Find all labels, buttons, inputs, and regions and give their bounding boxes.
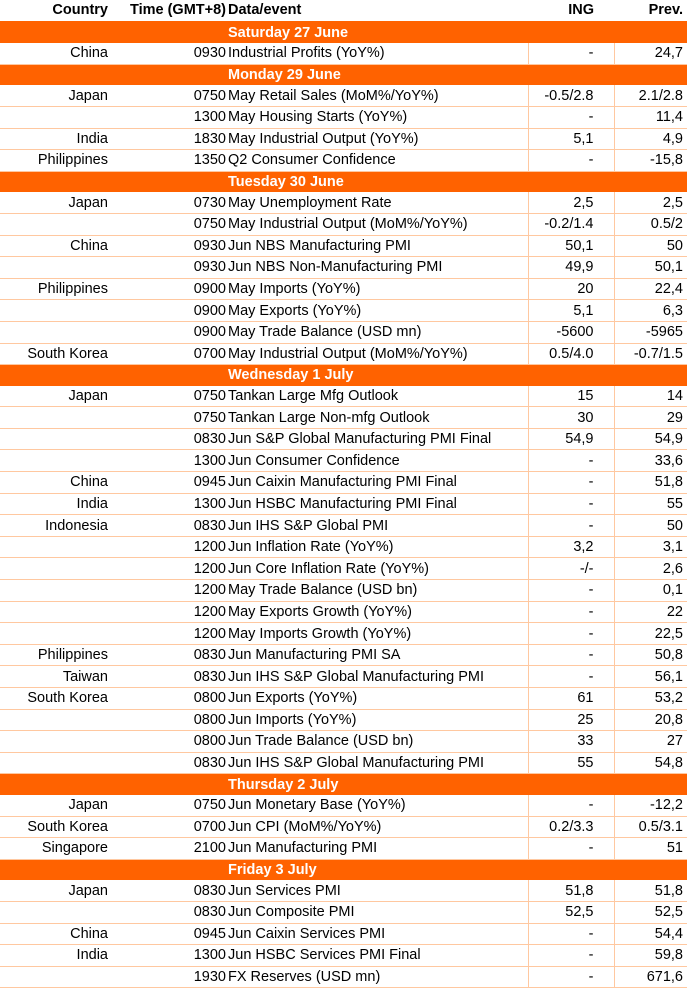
previous-value-cell: 59,8 xyxy=(614,945,687,967)
table-row xyxy=(0,666,687,688)
event-cell: May Retail Sales (MoM%/YoY%) xyxy=(228,85,528,106)
ing-forecast-cell: - xyxy=(528,623,614,645)
ing-forecast-cell: - xyxy=(528,493,614,515)
day-header-row xyxy=(0,774,687,795)
previous-value-cell: 11,4 xyxy=(614,106,687,128)
event-cell: Jun Manufacturing PMI xyxy=(228,838,528,860)
previous-value-cell: -5965 xyxy=(614,321,687,343)
day-header-row xyxy=(0,365,687,386)
event-cell: Jun Caixin Manufacturing PMI Final xyxy=(228,472,528,494)
day-title: Tuesday 30 June xyxy=(0,171,687,192)
ing-forecast-cell: - xyxy=(528,601,614,623)
ing-forecast-cell: -0.2/1.4 xyxy=(528,213,614,235)
previous-value-cell: 56,1 xyxy=(614,666,687,688)
country-cell xyxy=(0,257,114,279)
event-cell: May Unemployment Rate xyxy=(228,192,528,213)
time-cell: 1300 xyxy=(114,493,228,515)
country-cell xyxy=(0,752,114,774)
table-row xyxy=(0,150,687,172)
event-cell: Jun Exports (YoY%) xyxy=(228,688,528,710)
table-row xyxy=(0,601,687,623)
time-cell: 0800 xyxy=(114,731,228,753)
time-cell: 1300 xyxy=(114,450,228,472)
header-time: Time (GMT+8) xyxy=(114,0,228,22)
time-cell: 0930 xyxy=(114,43,228,64)
event-cell: Q2 Consumer Confidence xyxy=(228,150,528,172)
ing-forecast-cell: - xyxy=(528,644,614,666)
ing-forecast-cell: 25 xyxy=(528,709,614,731)
table-row xyxy=(0,321,687,343)
event-cell: Jun Consumer Confidence xyxy=(228,450,528,472)
time-cell: 1300 xyxy=(114,945,228,967)
country-cell xyxy=(0,321,114,343)
event-cell: Jun S&P Global Manufacturing PMI Final xyxy=(228,428,528,450)
country-cell xyxy=(0,966,114,988)
event-cell: Jun Core Inflation Rate (YoY%) xyxy=(228,558,528,580)
ing-forecast-cell: - xyxy=(528,43,614,64)
country-cell: China xyxy=(0,923,114,945)
ing-forecast-cell: - xyxy=(528,450,614,472)
event-cell: May Trade Balance (USD mn) xyxy=(228,321,528,343)
previous-value-cell: 54,8 xyxy=(614,752,687,774)
table-row xyxy=(0,644,687,666)
table-row xyxy=(0,450,687,472)
ing-forecast-cell: 15 xyxy=(528,386,614,407)
event-cell: May Exports (YoY%) xyxy=(228,300,528,322)
table-row xyxy=(0,257,687,279)
ing-forecast-cell: 54,9 xyxy=(528,428,614,450)
previous-value-cell: 24,7 xyxy=(614,43,687,64)
country-cell: Indonesia xyxy=(0,515,114,537)
event-cell: Jun HSBC Manufacturing PMI Final xyxy=(228,493,528,515)
previous-value-cell: 53,2 xyxy=(614,688,687,710)
table-row xyxy=(0,966,687,988)
table-row xyxy=(0,752,687,774)
event-cell: Jun IHS S&P Global Manufacturing PMI xyxy=(228,752,528,774)
event-cell: May Trade Balance (USD bn) xyxy=(228,580,528,602)
country-cell xyxy=(0,536,114,558)
table-row xyxy=(0,343,687,365)
previous-value-cell: 54,4 xyxy=(614,923,687,945)
event-cell: Tankan Large Non-mfg Outlook xyxy=(228,407,528,429)
table-row xyxy=(0,106,687,128)
day-title: Wednesday 1 July xyxy=(0,365,687,386)
country-cell xyxy=(0,428,114,450)
country-cell xyxy=(0,450,114,472)
country-cell xyxy=(0,731,114,753)
country-cell xyxy=(0,558,114,580)
ing-forecast-cell: 49,9 xyxy=(528,257,614,279)
event-cell: Jun CPI (MoM%/YoY%) xyxy=(228,816,528,838)
previous-value-cell: 2.1/2.8 xyxy=(614,85,687,106)
table-row xyxy=(0,731,687,753)
country-cell: Philippines xyxy=(0,278,114,300)
previous-value-cell: 50,8 xyxy=(614,644,687,666)
previous-value-cell: 50 xyxy=(614,235,687,257)
country-cell xyxy=(0,213,114,235)
time-cell: 0750 xyxy=(114,795,228,816)
event-cell: Jun Trade Balance (USD bn) xyxy=(228,731,528,753)
country-cell: South Korea xyxy=(0,816,114,838)
country-cell: Philippines xyxy=(0,644,114,666)
table-row xyxy=(0,300,687,322)
ing-forecast-cell: 33 xyxy=(528,731,614,753)
ing-forecast-cell: 2,5 xyxy=(528,192,614,213)
previous-value-cell: 2,5 xyxy=(614,192,687,213)
time-cell: 0830 xyxy=(114,666,228,688)
day-header-row xyxy=(0,22,687,44)
country-cell xyxy=(0,709,114,731)
ing-forecast-cell: 51,8 xyxy=(528,880,614,901)
country-cell: China xyxy=(0,235,114,257)
table-row xyxy=(0,580,687,602)
table-row xyxy=(0,472,687,494)
time-cell: 1200 xyxy=(114,580,228,602)
previous-value-cell: 51,8 xyxy=(614,880,687,901)
time-cell: 0800 xyxy=(114,688,228,710)
time-cell: 0900 xyxy=(114,278,228,300)
time-cell: 0945 xyxy=(114,923,228,945)
day-title: Friday 3 July xyxy=(0,859,687,880)
previous-value-cell: -0.7/1.5 xyxy=(614,343,687,365)
time-cell: 0900 xyxy=(114,300,228,322)
ing-forecast-cell: - xyxy=(528,150,614,172)
country-cell: Philippines xyxy=(0,150,114,172)
time-cell: 2100 xyxy=(114,838,228,860)
ing-forecast-cell: 5,1 xyxy=(528,300,614,322)
table-row xyxy=(0,880,687,901)
day-header-row xyxy=(0,171,687,192)
country-cell xyxy=(0,901,114,923)
country-cell: India xyxy=(0,493,114,515)
time-cell: 1200 xyxy=(114,623,228,645)
header-country: Country xyxy=(0,0,114,22)
previous-value-cell: 52,5 xyxy=(614,901,687,923)
table-row xyxy=(0,795,687,816)
time-cell: 1830 xyxy=(114,128,228,150)
ing-forecast-cell: - xyxy=(528,966,614,988)
table-row xyxy=(0,515,687,537)
country-cell: India xyxy=(0,128,114,150)
table-row xyxy=(0,945,687,967)
previous-value-cell: 29 xyxy=(614,407,687,429)
header-prev: Prev. xyxy=(614,0,687,22)
event-cell: Jun Composite PMI xyxy=(228,901,528,923)
day-header-row xyxy=(0,859,687,880)
ing-forecast-cell: - xyxy=(528,795,614,816)
ing-forecast-cell: - xyxy=(528,515,614,537)
time-cell: 0700 xyxy=(114,816,228,838)
previous-value-cell: 51 xyxy=(614,838,687,860)
table-row xyxy=(0,623,687,645)
table-row xyxy=(0,901,687,923)
time-cell: 0830 xyxy=(114,428,228,450)
day-title: Monday 29 June xyxy=(0,64,687,85)
table-row xyxy=(0,428,687,450)
previous-value-cell: -12,2 xyxy=(614,795,687,816)
previous-value-cell: 55 xyxy=(614,493,687,515)
previous-value-cell: 671,6 xyxy=(614,966,687,988)
time-cell: 0830 xyxy=(114,752,228,774)
previous-value-cell: 4,9 xyxy=(614,128,687,150)
previous-value-cell: 0.5/2 xyxy=(614,213,687,235)
ing-forecast-cell: 5,1 xyxy=(528,128,614,150)
time-cell: 1200 xyxy=(114,558,228,580)
previous-value-cell: 14 xyxy=(614,386,687,407)
table-row xyxy=(0,235,687,257)
ing-forecast-cell: 3,2 xyxy=(528,536,614,558)
event-cell: Jun Imports (YoY%) xyxy=(228,709,528,731)
table-row xyxy=(0,493,687,515)
ing-forecast-cell: 20 xyxy=(528,278,614,300)
time-cell: 0800 xyxy=(114,709,228,731)
event-cell: Jun Caixin Services PMI xyxy=(228,923,528,945)
table-row xyxy=(0,923,687,945)
ing-forecast-cell: 50,1 xyxy=(528,235,614,257)
country-cell xyxy=(0,407,114,429)
table-row xyxy=(0,43,687,64)
country-cell: Singapore xyxy=(0,838,114,860)
time-cell: 0900 xyxy=(114,321,228,343)
ing-forecast-cell: 0.2/3.3 xyxy=(528,816,614,838)
table-row xyxy=(0,558,687,580)
previous-value-cell: 50,1 xyxy=(614,257,687,279)
country-cell xyxy=(0,623,114,645)
previous-value-cell: 22,5 xyxy=(614,623,687,645)
country-cell xyxy=(0,580,114,602)
country-cell: Taiwan xyxy=(0,666,114,688)
country-cell xyxy=(0,601,114,623)
previous-value-cell: 22 xyxy=(614,601,687,623)
time-cell: 1350 xyxy=(114,150,228,172)
previous-value-cell: 22,4 xyxy=(614,278,687,300)
country-cell: Japan xyxy=(0,795,114,816)
previous-value-cell: 54,9 xyxy=(614,428,687,450)
table-row xyxy=(0,192,687,213)
time-cell: 1930 xyxy=(114,966,228,988)
day-title: Thursday 2 July xyxy=(0,774,687,795)
table-row xyxy=(0,407,687,429)
ing-forecast-cell: -5600 xyxy=(528,321,614,343)
ing-forecast-cell: -0.5/2.8 xyxy=(528,85,614,106)
country-cell xyxy=(0,106,114,128)
event-cell: Industrial Profits (YoY%) xyxy=(228,43,528,64)
previous-value-cell: 3,1 xyxy=(614,536,687,558)
previous-value-cell: 50 xyxy=(614,515,687,537)
event-cell: FX Reserves (USD mn) xyxy=(228,966,528,988)
day-title: Saturday 27 June xyxy=(0,22,687,44)
time-cell: 1200 xyxy=(114,601,228,623)
ing-forecast-cell: - xyxy=(528,666,614,688)
previous-value-cell: 27 xyxy=(614,731,687,753)
previous-value-cell: -15,8 xyxy=(614,150,687,172)
event-cell: May Imports Growth (YoY%) xyxy=(228,623,528,645)
table-row xyxy=(0,213,687,235)
table-row xyxy=(0,278,687,300)
event-cell: Jun Manufacturing PMI SA xyxy=(228,644,528,666)
table-row xyxy=(0,386,687,407)
event-cell: Jun Monetary Base (YoY%) xyxy=(228,795,528,816)
event-cell: Jun HSBC Services PMI Final xyxy=(228,945,528,967)
table-row xyxy=(0,128,687,150)
country-cell: South Korea xyxy=(0,688,114,710)
event-cell: May Imports (YoY%) xyxy=(228,278,528,300)
time-cell: 0750 xyxy=(114,85,228,106)
calendar-body xyxy=(0,22,687,988)
ing-forecast-cell: 0.5/4.0 xyxy=(528,343,614,365)
event-cell: May Housing Starts (YoY%) xyxy=(228,106,528,128)
time-cell: 0750 xyxy=(114,407,228,429)
event-cell: May Exports Growth (YoY%) xyxy=(228,601,528,623)
event-cell: Jun IHS S&P Global Manufacturing PMI xyxy=(228,666,528,688)
event-cell: May Industrial Output (YoY%) xyxy=(228,128,528,150)
table-row xyxy=(0,838,687,860)
time-cell: 0930 xyxy=(114,235,228,257)
table-row xyxy=(0,688,687,710)
previous-value-cell: 0,1 xyxy=(614,580,687,602)
country-cell: Japan xyxy=(0,386,114,407)
time-cell: 1200 xyxy=(114,536,228,558)
table-row xyxy=(0,816,687,838)
country-cell: Japan xyxy=(0,880,114,901)
previous-value-cell: 2,6 xyxy=(614,558,687,580)
event-cell: Jun Inflation Rate (YoY%) xyxy=(228,536,528,558)
event-cell: May Industrial Output (MoM%/YoY%) xyxy=(228,343,528,365)
time-cell: 0830 xyxy=(114,880,228,901)
time-cell: 0945 xyxy=(114,472,228,494)
previous-value-cell: 33,6 xyxy=(614,450,687,472)
table-row xyxy=(0,85,687,106)
time-cell: 0930 xyxy=(114,257,228,279)
event-cell: Jun IHS S&P Global PMI xyxy=(228,515,528,537)
ing-forecast-cell: - xyxy=(528,580,614,602)
event-cell: Jun Services PMI xyxy=(228,880,528,901)
table-row xyxy=(0,536,687,558)
time-cell: 0830 xyxy=(114,515,228,537)
header-ing: ING xyxy=(528,0,614,22)
previous-value-cell: 6,3 xyxy=(614,300,687,322)
country-cell: Japan xyxy=(0,85,114,106)
previous-value-cell: 0.5/3.1 xyxy=(614,816,687,838)
ing-forecast-cell: - xyxy=(528,472,614,494)
country-cell: India xyxy=(0,945,114,967)
ing-forecast-cell: 30 xyxy=(528,407,614,429)
country-cell: China xyxy=(0,43,114,64)
previous-value-cell: 51,8 xyxy=(614,472,687,494)
ing-forecast-cell: 61 xyxy=(528,688,614,710)
ing-forecast-cell: -/- xyxy=(528,558,614,580)
time-cell: 1300 xyxy=(114,106,228,128)
event-cell: Jun NBS Non-Manufacturing PMI xyxy=(228,257,528,279)
event-cell: Jun NBS Manufacturing PMI xyxy=(228,235,528,257)
ing-forecast-cell: 52,5 xyxy=(528,901,614,923)
time-cell: 0750 xyxy=(114,386,228,407)
header-row xyxy=(0,0,687,22)
day-header-row xyxy=(0,64,687,85)
table-row xyxy=(0,709,687,731)
time-cell: 0700 xyxy=(114,343,228,365)
previous-value-cell: 20,8 xyxy=(614,709,687,731)
time-cell: 0830 xyxy=(114,901,228,923)
event-cell: May Industrial Output (MoM%/YoY%) xyxy=(228,213,528,235)
ing-forecast-cell: - xyxy=(528,838,614,860)
ing-forecast-cell: - xyxy=(528,923,614,945)
time-cell: 0750 xyxy=(114,213,228,235)
country-cell: China xyxy=(0,472,114,494)
ing-forecast-cell: - xyxy=(528,945,614,967)
time-cell: 0730 xyxy=(114,192,228,213)
country-cell xyxy=(0,300,114,322)
header-event: Data/event xyxy=(228,0,528,22)
country-cell: South Korea xyxy=(0,343,114,365)
event-cell: Tankan Large Mfg Outlook xyxy=(228,386,528,407)
time-cell: 0830 xyxy=(114,644,228,666)
ing-forecast-cell: - xyxy=(528,106,614,128)
ing-forecast-cell: 55 xyxy=(528,752,614,774)
country-cell: Japan xyxy=(0,192,114,213)
